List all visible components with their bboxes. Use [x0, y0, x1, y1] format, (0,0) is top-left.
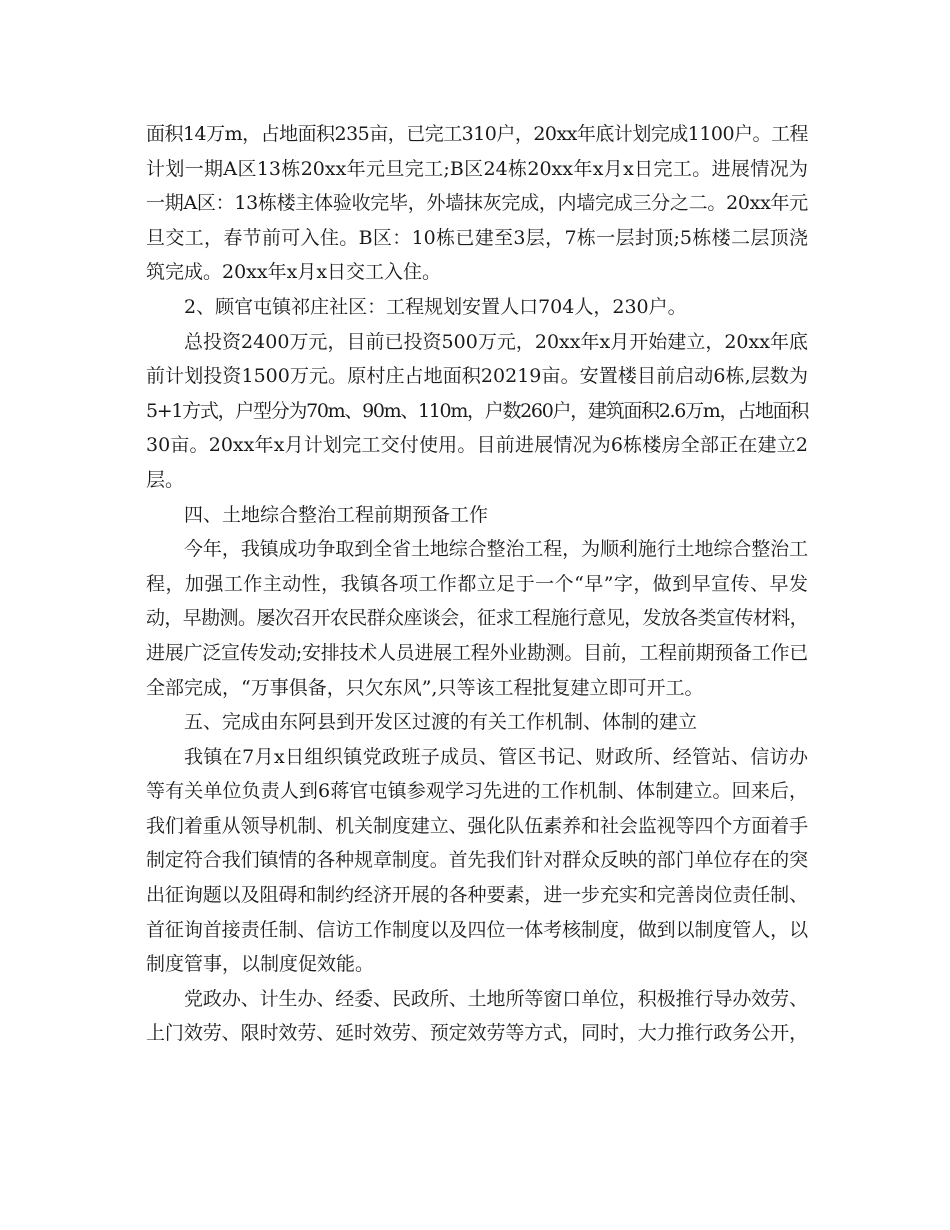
text-line: 五、完成由东阿县到开发区过渡的有关工作机制、体制的建立: [184, 711, 698, 734]
text-line: 一期A区：13栋楼主体验收完毕，外墙抹灰完成，内墙完成三分之二。20xx年元: [146, 192, 808, 215]
text-line: 四、土地综合整治工程前期预备工作: [184, 503, 489, 526]
text-line: 5+1方式，户型分为70m、90m、110m，户数260户，建筑面积2.6万m，占地面积: [146, 399, 808, 422]
text-line: 2、顾官屯镇祁庄社区：工程规划安置人口704人，230户。: [184, 295, 687, 318]
text-line: 计划一期A区13栋20xx年元旦完工;B区24栋20xx年x月x日完工。进展情况为: [146, 157, 808, 180]
text-line: 总投资2400万元，目前已投资500万元，20xx年x月开始建立，20xx年底: [184, 330, 808, 353]
text-line: 筑完成。20xx年x月x日交工入住。: [146, 261, 442, 284]
text-line: 上门效劳、限时效劳、延时效劳、预定效劳等方式，同时，大力推行政务公开，: [146, 1022, 808, 1045]
text-line: 面积14万m，占地面积235亩，已完工310户，20xx年底计划完成1100户。工程: [146, 123, 808, 145]
text-line: 今年，我镇成功争取到全省土地综合整治工程，为顺利施行土地综合整治工: [184, 538, 808, 561]
text-line: 首征询首接责任制、信访工作制度以及四位一体考核制度，做到以制度管人，以: [146, 918, 808, 941]
text-line: 制度管事，以制度促效能。: [146, 953, 375, 976]
text-line: 层。: [146, 468, 185, 491]
text-line: 出征询题以及阻碍和制约经济开展的各种要素，进一步充实和完善岗位责任制、: [146, 884, 808, 907]
document-body: [146, 117, 808, 1051]
text-line: 动，早勘测。屡次召开农民群众座谈会，征求工程施行意见，发放各类宣传材料，: [146, 607, 808, 630]
text-line: 进展广泛宣传发动;安排技术人员进展工程外业勘测。目前，工程前期预备工作已: [146, 641, 808, 664]
text-line: 我镇在7月x日组织镇党政班子成员、管区书记、财政所、经管站、信访办: [184, 745, 808, 768]
text-line: 我们着重从领导机制、机关制度建立、强化队伍素养和社会监视等四个方面着手: [146, 814, 808, 837]
text-line: 等有关单位负责人到6蒋官屯镇参观学习先进的工作机制、体制建立。回来后，: [146, 780, 808, 803]
text-line: 旦交工，春节前可入住。B区：10栋已建至3层，7栋一层封顶;5栋楼二层顶浇: [146, 226, 808, 249]
text-line: 30亩。20xx年x月计划完工交付使用。目前进展情况为6栋楼房全部正在建立2: [146, 434, 808, 457]
text-line: 程，加强工作主动性，我镇各项工作都立足于一个“早”字，做到早宣传、早发: [146, 572, 808, 595]
text-line: 制定符合我们镇情的各种规章制度。首先我们针对群众反映的部门单位存在的突: [146, 849, 808, 872]
text-line: 全部完成，“万事俱备，只欠东风”,只等该工程批复建立即可开工。: [146, 676, 704, 699]
text-line: 党政办、计生办、经委、民政所、土地所等窗口单位，积极推行导办效劳、: [184, 987, 808, 1010]
text-line: 前计划投资1500万元。原村庄占地面积20219亩。安置楼目前启动6栋,层数为: [146, 365, 808, 388]
